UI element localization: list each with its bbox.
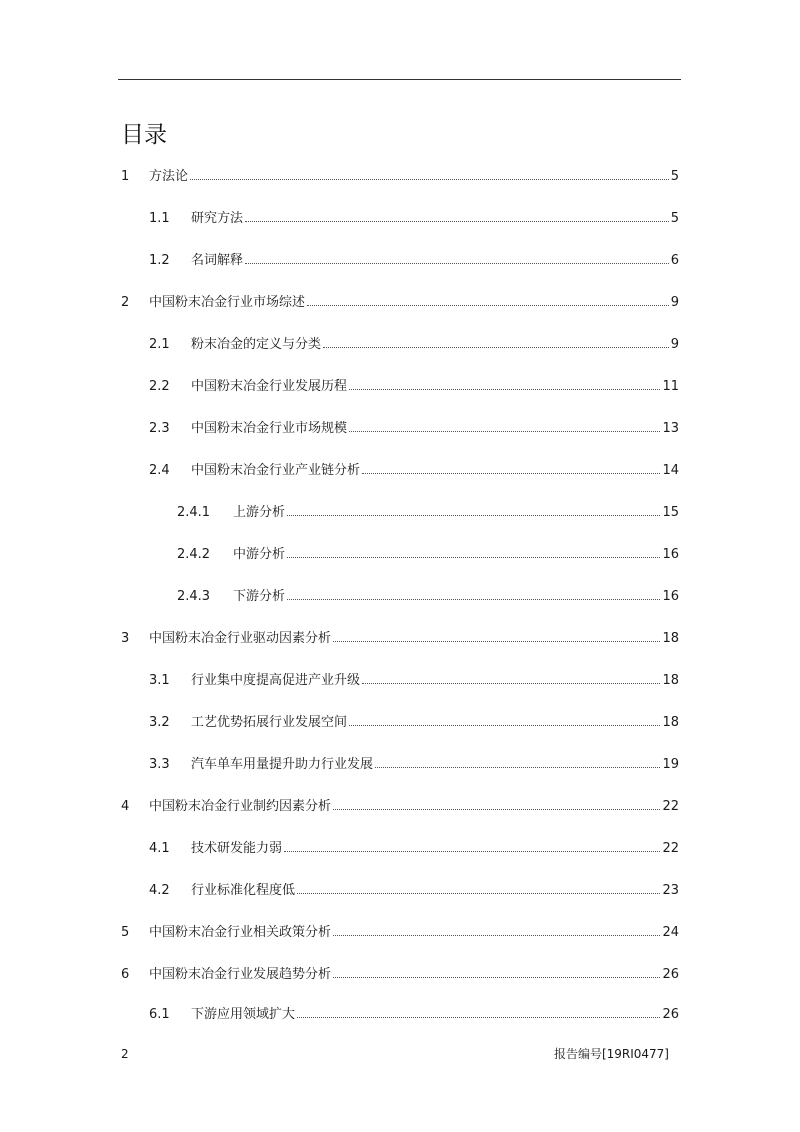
toc-entry-4[interactable] <box>121 797 679 817</box>
toc-entry-label: 中国粉末冶金行业驱动因素分析 <box>149 631 332 646</box>
toc-entry-page: 5 <box>670 169 679 184</box>
toc-entry-number: 6 <box>121 967 130 982</box>
dot-leader <box>307 305 669 306</box>
toc-entry-2-4[interactable] <box>149 461 679 481</box>
toc-entry-number: 1 <box>121 169 130 184</box>
toc-entry-number: 2.4.2 <box>177 547 211 562</box>
toc-entry-page: 19 <box>662 757 679 772</box>
dot-leader <box>297 1017 660 1018</box>
toc-entry-label: 中国粉末冶金行业市场规模 <box>191 421 348 436</box>
toc-entry-number: 5 <box>121 925 130 940</box>
dot-leader <box>190 179 669 180</box>
dot-leader <box>287 515 660 516</box>
toc-entry-page: 22 <box>662 841 679 856</box>
toc-entry-page: 15 <box>662 505 679 520</box>
toc-entry-label: 名词解释 <box>191 253 244 268</box>
toc-entry-page: 22 <box>662 799 679 814</box>
dot-leader <box>245 221 669 222</box>
toc-entry-2-1[interactable] <box>149 335 679 355</box>
toc-entry-number: 1.1 <box>149 211 170 226</box>
dot-leader <box>287 557 660 558</box>
toc-entry-label: 技术研发能力弱 <box>191 841 283 856</box>
dot-leader <box>333 977 660 978</box>
dot-leader <box>284 851 660 852</box>
toc-entry-label: 下游分析 <box>233 589 286 604</box>
toc-entry-page: 24 <box>662 925 679 940</box>
toc-entry-page: 14 <box>662 463 679 478</box>
toc-entry-2-3[interactable] <box>149 419 679 439</box>
toc-entry-number: 3.1 <box>149 673 170 688</box>
dot-leader <box>245 263 669 264</box>
toc-entry-label: 中国粉末冶金行业相关政策分析 <box>149 925 332 940</box>
toc-entry-page: 18 <box>662 715 679 730</box>
toc-entry-number: 2.4.1 <box>177 505 211 520</box>
dot-leader <box>362 683 660 684</box>
toc-entry-page: 18 <box>662 631 679 646</box>
toc-entry-1[interactable] <box>121 167 679 187</box>
toc-entry-label: 工艺优势拓展行业发展空间 <box>191 715 348 730</box>
toc-entry-number: 6.1 <box>149 1007 170 1022</box>
toc-entry-1-2[interactable] <box>149 251 679 271</box>
toc-entry-page: 6 <box>670 253 679 268</box>
toc-entry-page: 26 <box>662 1007 679 1022</box>
toc-entry-page: 16 <box>662 589 679 604</box>
toc-entry-number: 3.2 <box>149 715 170 730</box>
toc-entry-label: 中游分析 <box>233 547 286 562</box>
toc-entry-2-2[interactable] <box>149 377 679 397</box>
toc-entry-2-4-3[interactable] <box>177 587 679 607</box>
toc-entry-label: 方法论 <box>149 169 189 184</box>
toc-entry-2[interactable] <box>121 293 679 313</box>
toc-entry-label: 粉末冶金的定义与分类 <box>191 337 322 352</box>
toc-entry-number: 2 <box>121 295 130 310</box>
toc-entry-page: 5 <box>670 211 679 226</box>
toc-entry-label: 研究方法 <box>191 211 244 226</box>
toc-entry-page: 13 <box>662 421 679 436</box>
toc-entry-label: 行业标准化程度低 <box>191 883 296 898</box>
toc-entry-label: 中国粉末冶金行业产业链分析 <box>191 463 361 478</box>
toc-title: 目录 <box>121 122 167 148</box>
toc-entry-page: 9 <box>670 295 679 310</box>
dot-leader <box>333 809 660 810</box>
toc-entry-3-2[interactable] <box>149 713 679 733</box>
dot-leader <box>349 431 660 432</box>
dot-leader <box>333 641 660 642</box>
toc-entry-1-1[interactable] <box>149 209 679 229</box>
toc-entry-number: 1.2 <box>149 253 170 268</box>
toc-entry-3[interactable] <box>121 629 679 649</box>
toc-entry-label: 中国粉末冶金行业发展趋势分析 <box>149 967 332 982</box>
toc-entry-number: 2.3 <box>149 421 170 436</box>
toc-entry-label: 中国粉末冶金行业市场综述 <box>149 295 306 310</box>
dot-leader <box>333 935 660 936</box>
toc-entry-2-4-1[interactable] <box>177 503 679 523</box>
footer-page-number: 2 <box>121 1047 129 1061</box>
header-rule <box>118 79 681 80</box>
toc-entry-label: 中国粉末冶金行业发展历程 <box>191 379 348 394</box>
toc-entry-3-3[interactable] <box>149 755 679 775</box>
dot-leader <box>375 767 660 768</box>
toc-entry-label: 行业集中度提高促进产业升级 <box>191 673 361 688</box>
toc-entry-6-1[interactable] <box>149 1005 679 1025</box>
toc-entry-number: 4 <box>121 799 130 814</box>
toc-entry-page: 11 <box>662 379 679 394</box>
toc-entry-number: 3 <box>121 631 130 646</box>
dot-leader <box>297 893 660 894</box>
toc-entry-4-2[interactable] <box>149 881 679 901</box>
toc-entry-page: 26 <box>662 967 679 982</box>
dot-leader <box>349 725 660 726</box>
toc-entry-label: 中国粉末冶金行业制约因素分析 <box>149 799 332 814</box>
toc-entry-number: 4.1 <box>149 841 170 856</box>
toc-entry-5[interactable] <box>121 923 679 943</box>
toc-entry-4-1[interactable] <box>149 839 679 859</box>
footer-report-id: 报告编号[19RI0477] <box>553 1047 669 1061</box>
toc-entry-number: 3.3 <box>149 757 170 772</box>
toc-entry-number: 2.2 <box>149 379 170 394</box>
toc-entry-6[interactable] <box>121 965 679 985</box>
toc-entry-page: 16 <box>662 547 679 562</box>
toc-entry-number: 4.2 <box>149 883 170 898</box>
toc-entry-page: 9 <box>670 337 679 352</box>
toc-entry-label: 上游分析 <box>233 505 286 520</box>
toc-entry-number: 2.1 <box>149 337 170 352</box>
toc-entry-page: 23 <box>662 883 679 898</box>
toc-entry-label: 汽车单车用量提升助力行业发展 <box>191 757 374 772</box>
dot-leader <box>287 599 660 600</box>
toc-entry-page: 18 <box>662 673 679 688</box>
toc-entry-3-1[interactable] <box>149 671 679 691</box>
dot-leader <box>323 347 669 348</box>
toc-entry-number: 2.4 <box>149 463 170 478</box>
toc-entry-2-4-2[interactable] <box>177 545 679 565</box>
dot-leader <box>349 389 660 390</box>
toc-entry-number: 2.4.3 <box>177 589 211 604</box>
dot-leader <box>362 473 660 474</box>
toc-entry-label: 下游应用领域扩大 <box>191 1007 296 1022</box>
